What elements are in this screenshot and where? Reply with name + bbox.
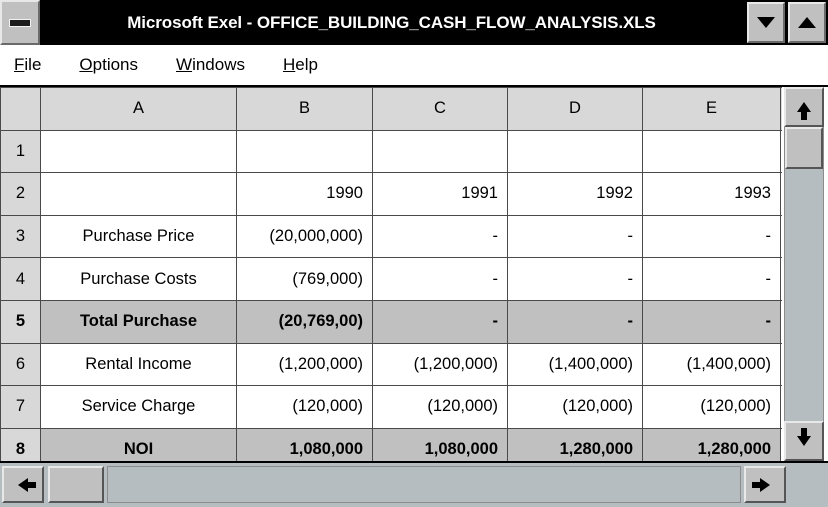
vertical-scrollbar[interactable] <box>782 87 828 461</box>
cell-E5[interactable]: - <box>643 300 781 343</box>
menu-accel-windows: W <box>176 55 193 74</box>
table-row <box>1 258 783 301</box>
menu-label-help: elp <box>295 55 318 74</box>
row-header-6[interactable]: 6 <box>1 343 41 386</box>
grid-area <box>0 87 782 461</box>
menu-item-options[interactable] <box>79 55 138 75</box>
window-buttons <box>747 0 828 45</box>
cell-A8[interactable]: NOI <box>41 428 237 461</box>
triangle-down-icon <box>757 17 775 28</box>
table-row <box>1 428 783 461</box>
select-all-corner[interactable] <box>1 88 41 131</box>
cell-A3[interactable]: Purchase Price <box>41 215 237 258</box>
scrollbar-corner <box>786 466 826 503</box>
menu-accel-help: H <box>282 55 296 74</box>
cell-D8[interactable]: 1,280,000 <box>508 428 643 461</box>
grid-body <box>1 130 783 461</box>
row-header-3[interactable]: 3 <box>1 215 41 258</box>
column-header-a[interactable]: A <box>41 88 237 131</box>
cell-D5[interactable]: - <box>508 300 643 343</box>
cell-A6[interactable]: Rental Income <box>41 343 237 386</box>
menu-item-help[interactable] <box>283 55 318 75</box>
table-row <box>1 343 783 386</box>
row-header-2[interactable]: 2 <box>1 173 41 216</box>
minimize-bar-icon <box>9 19 31 27</box>
cell-A5[interactable]: Total Purchase <box>41 300 237 343</box>
sheet-region <box>0 87 828 461</box>
table-row <box>1 130 783 173</box>
column-header-d[interactable]: D <box>508 88 643 131</box>
cell-E3[interactable]: - <box>643 215 781 258</box>
menu-item-file[interactable] <box>14 55 41 75</box>
menu-accel-file: F <box>14 55 25 74</box>
cell-A2[interactable] <box>41 173 237 216</box>
cell-C2[interactable]: 1991 <box>373 173 508 216</box>
cell-D7[interactable]: (120,000) <box>508 386 643 429</box>
row-header-4[interactable]: 4 <box>1 258 41 301</box>
vertical-scroll-track[interactable] <box>784 127 824 421</box>
column-header-e[interactable]: E <box>643 88 781 131</box>
horizontal-scroll-thumb[interactable] <box>48 466 104 503</box>
cell-D2[interactable]: 1992 <box>508 173 643 216</box>
arrow-down-icon <box>797 436 811 446</box>
menu-label-file: ile <box>24 55 42 74</box>
cell-D3[interactable]: - <box>508 215 643 258</box>
cell-C1[interactable] <box>373 130 508 173</box>
cell-A4[interactable]: Purchase Costs <box>41 258 237 301</box>
table-row <box>1 386 783 429</box>
cell-C7[interactable]: (120,000) <box>373 386 508 429</box>
menu-bar <box>0 45 828 87</box>
vertical-scroll-thumb[interactable] <box>785 127 823 169</box>
horizontal-scrollbar[interactable] <box>0 461 828 507</box>
cell-C5[interactable]: - <box>373 300 508 343</box>
cell-B8[interactable]: 1,080,000 <box>237 428 373 461</box>
cell-E8[interactable]: 1,280,000 <box>643 428 781 461</box>
scroll-down-button[interactable] <box>784 421 824 461</box>
triangle-up-icon <box>798 17 816 28</box>
menu-label-options: ptions <box>92 55 139 74</box>
scroll-up-button[interactable] <box>784 87 824 127</box>
cell-B4[interactable]: (769,000) <box>237 258 373 301</box>
cell-A1[interactable] <box>41 130 237 173</box>
minimize-button[interactable] <box>747 2 785 43</box>
maximize-button[interactable] <box>788 2 826 43</box>
menu-item-windows[interactable] <box>176 55 245 75</box>
cell-E1[interactable] <box>643 130 781 173</box>
arrow-right-icon <box>760 478 770 492</box>
arrow-up-icon <box>797 102 811 112</box>
cell-D4[interactable]: - <box>508 258 643 301</box>
title-bar <box>0 0 828 45</box>
cell-B3[interactable]: (20,000,000) <box>237 215 373 258</box>
row-header-7[interactable]: 7 <box>1 386 41 429</box>
scroll-right-button[interactable] <box>744 466 786 503</box>
cell-B7[interactable]: (120,000) <box>237 386 373 429</box>
cell-A7[interactable]: Service Charge <box>41 386 237 429</box>
column-header-c[interactable]: C <box>373 88 508 131</box>
scroll-left-button[interactable] <box>2 466 44 503</box>
cell-B2[interactable]: 1990 <box>237 173 373 216</box>
cell-B5[interactable]: (20,769,00) <box>237 300 373 343</box>
table-row <box>1 173 783 216</box>
cell-B6[interactable]: (1,200,000) <box>237 343 373 386</box>
column-header-b[interactable]: B <box>237 88 373 131</box>
cell-E7[interactable]: (120,000) <box>643 386 781 429</box>
cell-E2[interactable]: 1993 <box>643 173 781 216</box>
spreadsheet-grid <box>0 87 782 461</box>
window-title: Microsoft Exel - OFFICE_BUILDING_CASH_FLOW_ANALYSIS.XLS <box>127 12 656 32</box>
cell-C8[interactable]: 1,080,000 <box>373 428 508 461</box>
menu-label-windows: indows <box>192 55 245 74</box>
cell-C6[interactable]: (1,200,000) <box>373 343 508 386</box>
arrow-left-icon <box>18 478 28 492</box>
system-menu-button[interactable] <box>0 0 40 45</box>
cell-D6[interactable]: (1,400,000) <box>508 343 643 386</box>
cell-E6[interactable]: (1,400,000) <box>643 343 781 386</box>
cell-D1[interactable] <box>508 130 643 173</box>
table-row <box>1 300 783 343</box>
cell-E4[interactable]: - <box>643 258 781 301</box>
cell-B1[interactable] <box>237 130 373 173</box>
column-header-row <box>1 88 783 131</box>
cell-C4[interactable]: - <box>373 258 508 301</box>
table-row <box>1 215 783 258</box>
row-header-1[interactable]: 1 <box>1 130 41 173</box>
row-header-5[interactable]: 5 <box>1 300 41 343</box>
menu-accel-options: O <box>79 55 93 74</box>
horizontal-scroll-track[interactable] <box>107 466 741 503</box>
row-header-8[interactable]: 8 <box>1 428 41 461</box>
cell-C3[interactable]: - <box>373 215 508 258</box>
